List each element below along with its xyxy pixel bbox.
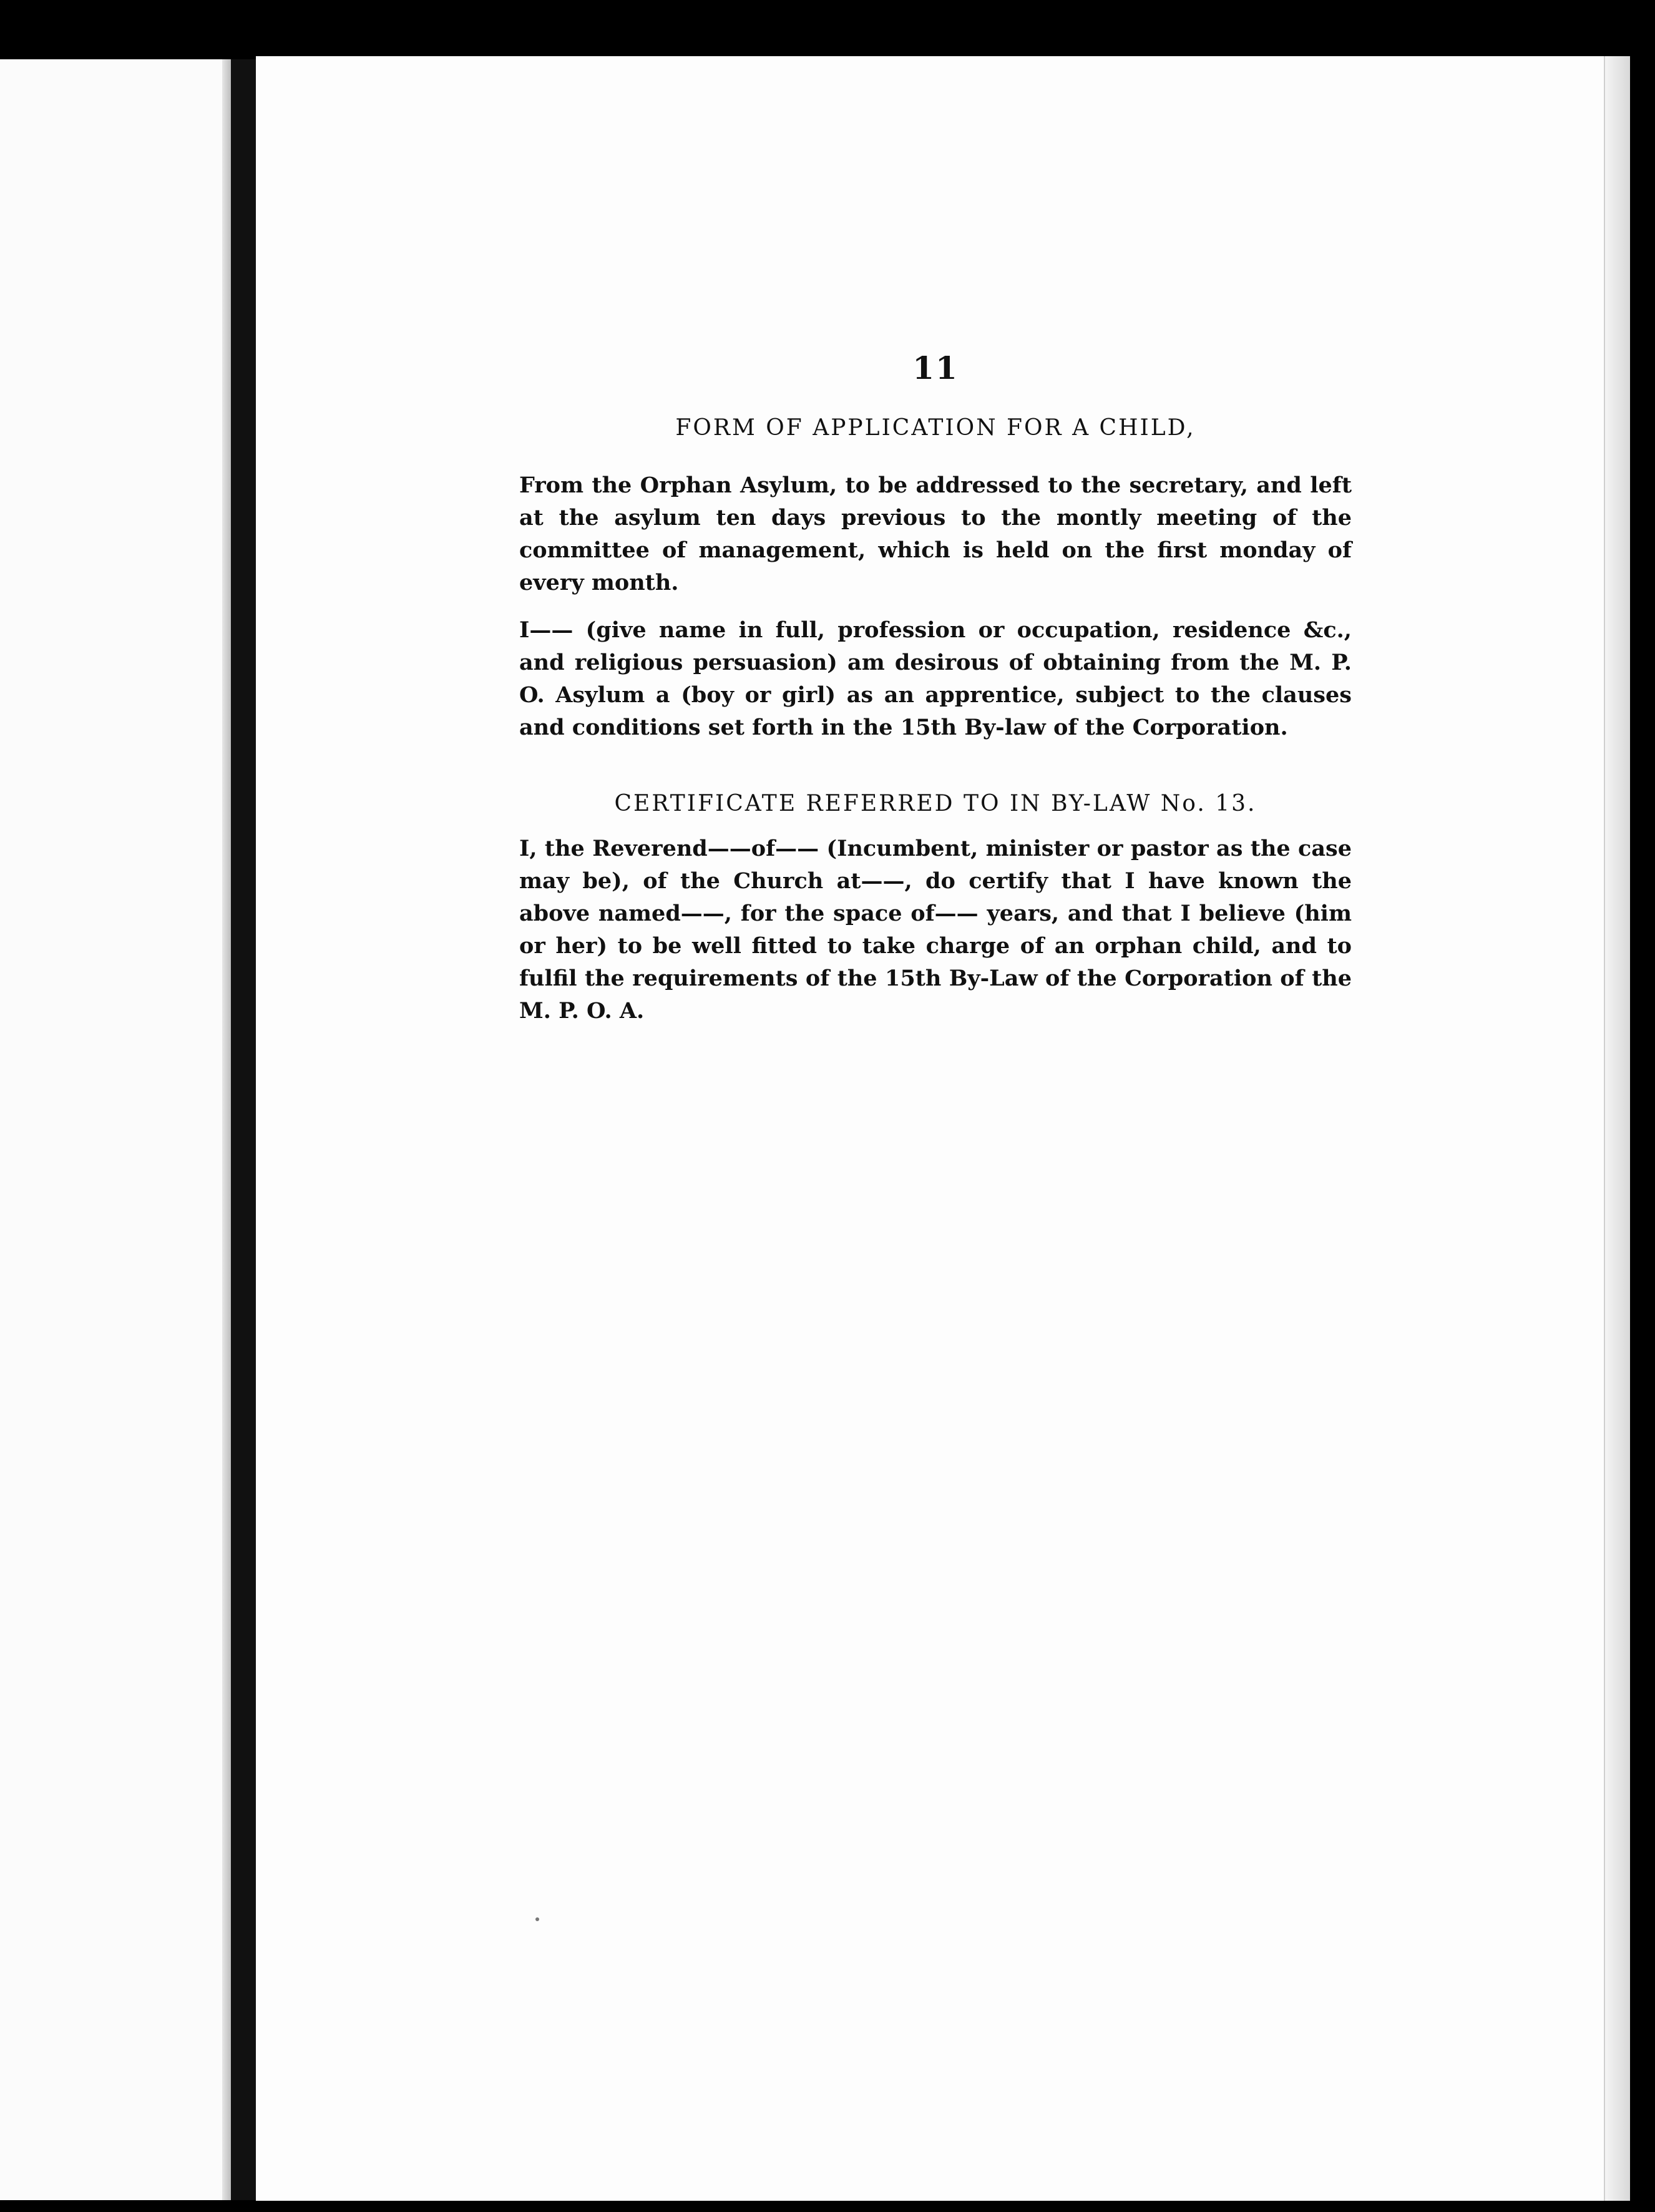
form-title: FORM OF APPLICATION FOR A CHILD, xyxy=(675,415,1196,441)
application-paragraph: I—— (give name in full, profession or occupation, residence &c., and religious persuasion) am desirous of obtaining from the M. P. O. Asylum a (boy or girl) as an apprentice, subject to the clauses and conditions set forth in the 15th By-law of the Corporation. xyxy=(519,617,1352,740)
right-page-edge xyxy=(1604,56,1630,2201)
instructions-paragraph: From the Orphan Asylum, to be addressed to the secretary, and left at the asylum ten days previous to the montly meeting of the committee of management, which is held on the first monday of every month. xyxy=(519,472,1352,595)
certificate-title: CERTIFICATE REFERRED TO IN BY-LAW No. 13. xyxy=(614,791,1257,816)
page-content xyxy=(519,350,1352,1042)
page-number: 11 xyxy=(912,350,959,386)
left-page xyxy=(0,59,231,2200)
book-gutter xyxy=(231,59,256,2200)
certificate-paragraph: I, the Reverend——of—— (Incumbent, minister or pastor as the case may be), of the Church at——, do certify that I have known the above named——, for the space of—— years, and that I believe (him or her) to be well fitted to take charge of an orphan child, and to fulfil the requirements of the 15th By-Law of the Corporation of the M. P. O. A. xyxy=(519,836,1352,1024)
scan-speck xyxy=(535,1917,539,1921)
left-page-edge xyxy=(222,59,231,2200)
